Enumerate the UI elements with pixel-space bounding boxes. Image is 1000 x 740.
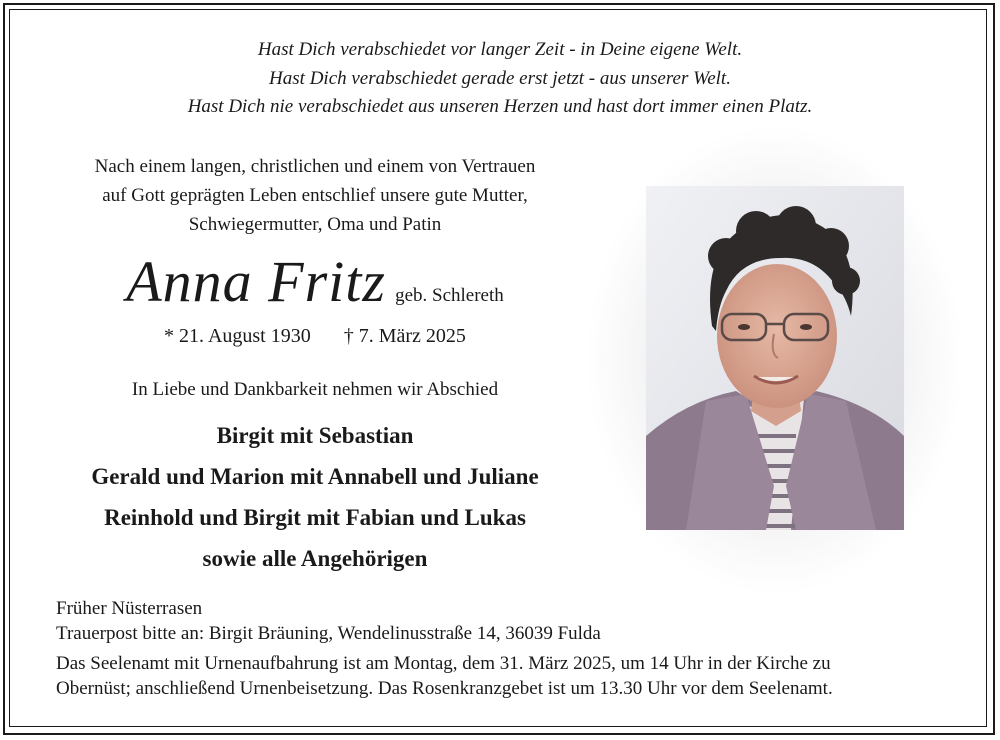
poem-line: Hast Dich verabschiedet gerade erst jetzt - aus unserer Welt. xyxy=(269,67,731,89)
deceased-name-row xyxy=(40,248,590,315)
mail-address: Trauerpost bitte an: Birgit Bräuning, Wendelinusstraße 14, 36039 Fulda xyxy=(56,623,601,644)
mourner-line: Gerald und Marion mit Annabell und Juliane xyxy=(91,464,539,489)
mourner-line: Birgit mit Sebastian xyxy=(216,423,414,448)
poem-line: Hast Dich verabschiedet vor langer Zeit - in Deine eigene Welt. xyxy=(257,39,743,60)
death-date: † 7. März 2025 xyxy=(343,325,466,347)
intro-line: Nach einem langen, christlichen und einem von Vertrauen xyxy=(94,156,536,177)
deceased-name: Anna Fritz xyxy=(126,249,386,314)
mourner-line: Reinhold und Birgit mit Fabian und Lukas xyxy=(104,505,526,530)
mourners-list xyxy=(40,415,590,579)
mourner-line: sowie alle Angehörigen xyxy=(202,546,428,571)
portrait-illustration xyxy=(646,186,904,530)
intro-line: auf Gott geprägten Leben entschlief unsere gute Mutter, xyxy=(102,185,528,206)
intro-line: Schwiegermutter, Oma und Patin xyxy=(188,214,442,235)
intro-text xyxy=(40,152,590,239)
origin-text: Früher Nüsterrasen xyxy=(56,598,203,619)
portrait-photo xyxy=(646,186,904,530)
footer-info xyxy=(56,596,956,701)
farewell-text: In Liebe und Dankbarkeit nehmen wir Abschied xyxy=(131,379,499,400)
maiden-name: geb. Schlereth xyxy=(395,285,504,306)
poem-line: Hast Dich nie verabschiedet aus unseren Herzen und hast dort immer einen Platz. xyxy=(187,96,813,117)
poem xyxy=(0,36,1000,122)
service-info-line: Obernüst; anschließend Urnenbeisetzung. Das Rosenkranzgebet ist um 13.30 Uhr vor dem Seelenamt. xyxy=(56,678,833,699)
birth-date: * 21. August 1930 xyxy=(164,325,311,347)
service-info-line: Das Seelenamt mit Urnenaufbahrung ist am Montag, dem 31. März 2025, um 14 Uhr in der Kirche zu xyxy=(56,653,831,674)
life-dates xyxy=(40,325,590,348)
